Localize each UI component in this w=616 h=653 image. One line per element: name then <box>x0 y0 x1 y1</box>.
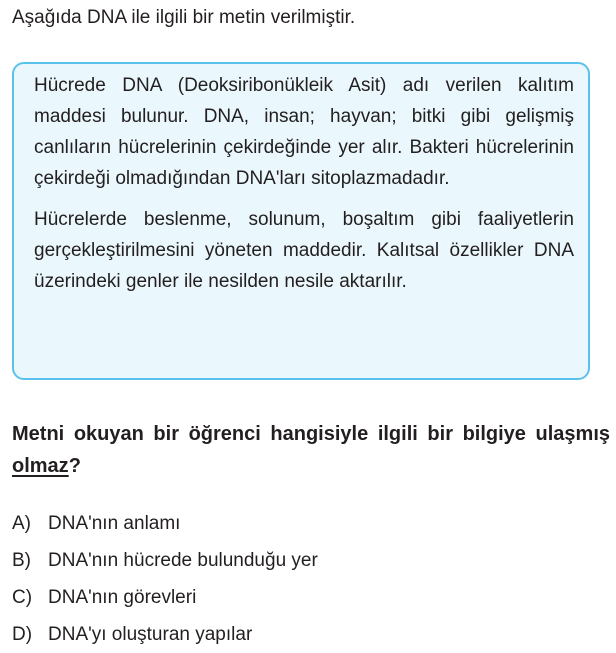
question-text-main: Metni okuyan bir öğrenci hangisiyle ilgili bir bilgiye ulaşmış <box>12 423 610 445</box>
option-c-text: DNA'nın görevleri <box>48 587 197 608</box>
option-d[interactable] <box>12 616 318 653</box>
option-b-text: DNA'nın hücrede bulunduğu yer <box>48 550 318 571</box>
option-d-letter: D) <box>12 624 33 645</box>
question-emphasis: olmaz <box>12 455 69 477</box>
option-a-text: DNA'nın anlamı <box>48 513 181 534</box>
option-b[interactable] <box>12 542 318 579</box>
option-d-text: DNA'yı oluşturan yapılar <box>48 624 253 645</box>
option-c-letter: C) <box>12 587 33 608</box>
question-mark: ? <box>68 455 81 477</box>
question-text <box>12 418 610 482</box>
intro-text: Aşağıda DNA ile ilgili bir metin verilmiştir. <box>12 7 356 28</box>
option-a-letter: A) <box>12 513 31 534</box>
passage-paragraph-1: Hücrede DNA (Deoksiribonükleik Asit) adı verilen kalıtım maddesi bulunur. DNA, insan; hayvan; bitki gibi gelişmiş canlıların hücrelerinin çekirdeğinde yer alır. Bakteri hücrelerinin çekirdeği olmadığından DNA'ları sitoplazmadadır. <box>34 75 574 189</box>
option-c[interactable] <box>12 579 318 616</box>
option-b-letter: B) <box>12 550 31 571</box>
passage-paragraph-2: Hücrelerde beslenme, solunum, boşaltım gibi faaliyetlerin gerçekleştirilmesini yöneten maddedir. Kalıtsal özellikler DNA üzerindeki genler ile nesilden nesile aktarılır. <box>34 209 574 292</box>
answer-options <box>12 505 318 653</box>
passage-box <box>12 62 590 380</box>
option-a[interactable] <box>12 505 318 542</box>
